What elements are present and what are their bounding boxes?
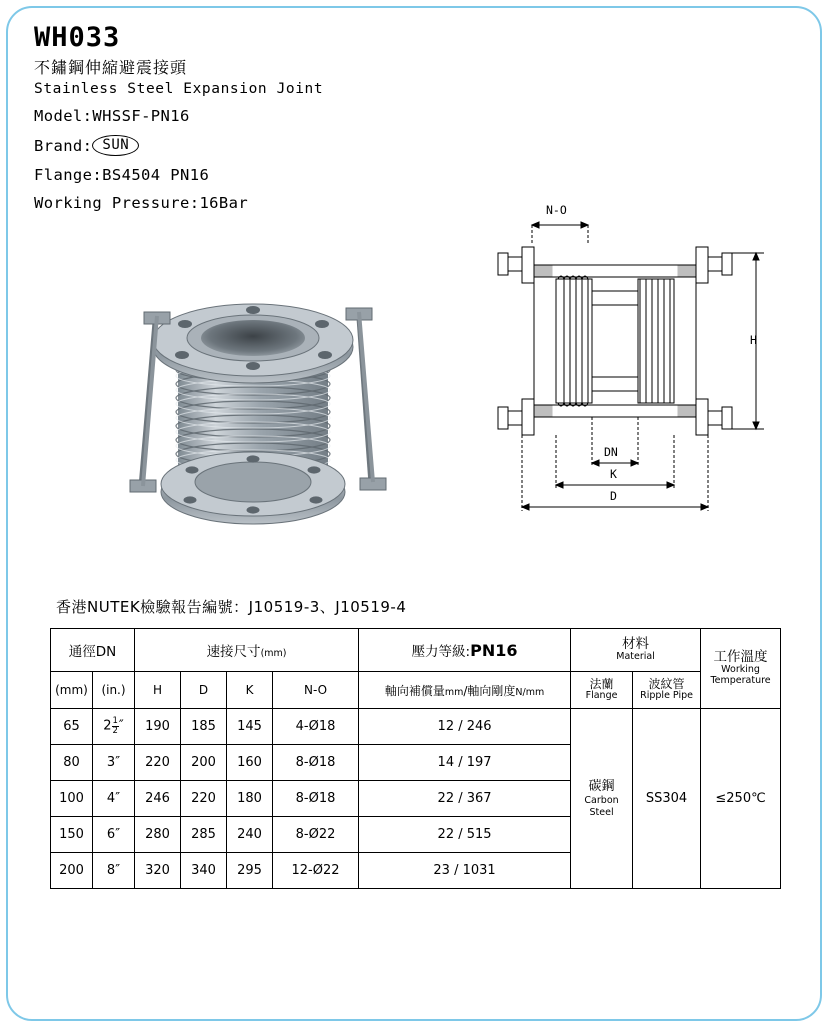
cell-h: 320 [135,853,181,889]
cell-dn-inch-whole: 4 [106,791,116,806]
cell-d: 285 [181,817,227,853]
header-h: H [135,672,181,709]
cell-ripple-material: SS304 [633,709,701,889]
header-bore: 通徑DN [51,629,135,672]
cell-h: 190 [135,709,181,745]
cell-dn-inch [93,853,135,889]
header-working-temp-cn: 工作溫度 [713,648,768,665]
cell-dn-inch-whole: 3 [106,755,116,770]
spec-flange-value: BS4504 PN16 [102,166,210,185]
spec-working-pressure [34,194,464,212]
cell-d: 220 [181,781,227,817]
cell-dn-inch [93,781,135,817]
specification-table [50,628,781,889]
dim-label-dn: DN [604,445,618,459]
cell-dn-inch-mark: ″ [115,827,121,842]
header-k: K [227,672,273,709]
table-header-row-2 [51,672,781,709]
table-header-row-1 [51,629,781,672]
cell-dn-inch [93,709,135,745]
dim-label-k: K [610,467,617,481]
header-working-temp-en1: Working [721,664,760,676]
cell-dn-inch-fraction [112,717,119,735]
cell-h: 280 [135,817,181,853]
cell-no: 8-Ø18 [273,745,359,781]
cell-dn-inch-whole: 2 [103,719,112,734]
cell-h: 220 [135,745,181,781]
cell-dn-mm: 80 [51,745,93,781]
header-unit-mm: (mm) [51,672,93,709]
header-flange [571,672,633,709]
cell-axial: 22 / 367 [359,781,571,817]
spec-pressure-label: Working Pressure: [34,194,200,213]
cell-dn-inch-whole: 8 [106,863,116,878]
cell-h: 246 [135,781,181,817]
cell-dn-mm: 65 [51,709,93,745]
spec-model-label: Model: [34,107,93,126]
product-photo [70,252,440,552]
header-material-en: Material [616,651,655,663]
cell-no: 4-Ø18 [273,709,359,745]
header-flange-cn: 法蘭 [589,676,614,691]
flange-material-en2: Steel [589,806,614,818]
cell-d: 340 [181,853,227,889]
product-code: WH033 [34,22,121,53]
header-connect-size-text: 速接尺寸 [206,644,261,660]
cell-d: 200 [181,745,227,781]
header-ripple-en: Ripple Pipe [640,690,693,702]
header-connect-size [135,629,359,672]
cell-working-temp: ≤250℃ [701,709,781,889]
product-title-chinese: 不鏽鋼伸縮避震接頭 [34,58,188,78]
cell-axial: 22 / 515 [359,817,571,853]
cell-dn-inch-mark: ″ [115,755,121,770]
cell-k: 145 [227,709,273,745]
cell-d: 185 [181,709,227,745]
cell-dn-inch-den: 2 [112,726,118,736]
inspection-report-number: 香港NUTEK檢驗報告編號：J10519-3、J10519-4 [56,598,407,616]
spec-model [34,107,464,125]
header-axial-text: 軸向補償量 [384,683,445,698]
technical-drawing [480,195,780,535]
header-d: D [181,672,227,709]
cell-dn-inch-mark: ″ [118,719,124,734]
flange-material-cn: 碳鋼 [588,778,615,794]
brand-logo: SUN [92,135,139,156]
cell-no: 8-Ø22 [273,817,359,853]
cell-axial: 12 / 246 [359,709,571,745]
cell-flange-material [571,709,633,889]
spec-flange-label: Flange: [34,166,103,185]
product-title-english: Stainless Steel Expansion Joint [34,81,324,98]
flange-material-en1: Carbon [584,794,619,806]
header-block [34,22,464,212]
cell-dn-inch [93,745,135,781]
header-working-temp [701,629,781,709]
header-flange-en: Flange [585,690,618,702]
cell-dn-inch-whole: 6 [106,827,116,842]
cell-axial: 14 / 197 [359,745,571,781]
header-axial-unit: mm [444,686,464,698]
cell-no: 12-Ø22 [273,853,359,889]
cell-dn-inch-num: 1 [112,716,118,727]
dim-label-d: D [610,489,617,503]
cell-axial: 23 / 1031 [359,853,571,889]
dim-label-no: N-O [546,203,567,217]
cell-k: 240 [227,817,273,853]
spec-flange [34,166,464,184]
spec-brand [34,135,464,156]
header-ripple [633,672,701,709]
header-no: N-O [273,672,359,709]
header-axial-text2: /軸向剛度 [463,683,516,698]
cell-dn-mm: 150 [51,817,93,853]
cell-dn-inch-mark: ″ [115,791,121,806]
cell-k: 160 [227,745,273,781]
header-axial [359,672,571,709]
cell-k: 180 [227,781,273,817]
cell-no: 8-Ø18 [273,781,359,817]
spec-model-value: WHSSF-PN16 [92,107,190,126]
spec-brand-label: Brand: [34,136,93,155]
header-connect-size-unit: (mm) [260,648,287,659]
header-pressure-class-text: 壓力等級: [411,644,471,660]
cell-dn-inch-mark: ″ [115,863,121,878]
spec-pressure-value: 16Bar [199,194,249,213]
header-material-cn: 材料 [622,635,650,652]
header-pressure-class [359,629,571,672]
table-row [51,709,781,745]
header-material [571,629,701,672]
header-pressure-class-value: PN16 [470,641,518,660]
header-unit-inch: (in.) [93,672,135,709]
header-ripple-cn: 波紋管 [648,676,685,691]
cell-dn-mm: 200 [51,853,93,889]
cell-k: 295 [227,853,273,889]
dim-label-h: H [750,333,757,347]
cell-dn-mm: 100 [51,781,93,817]
header-axial-unit2: N/mm [515,686,545,698]
cell-dn-inch [93,817,135,853]
header-working-temp-en2: Temperature [710,675,771,687]
